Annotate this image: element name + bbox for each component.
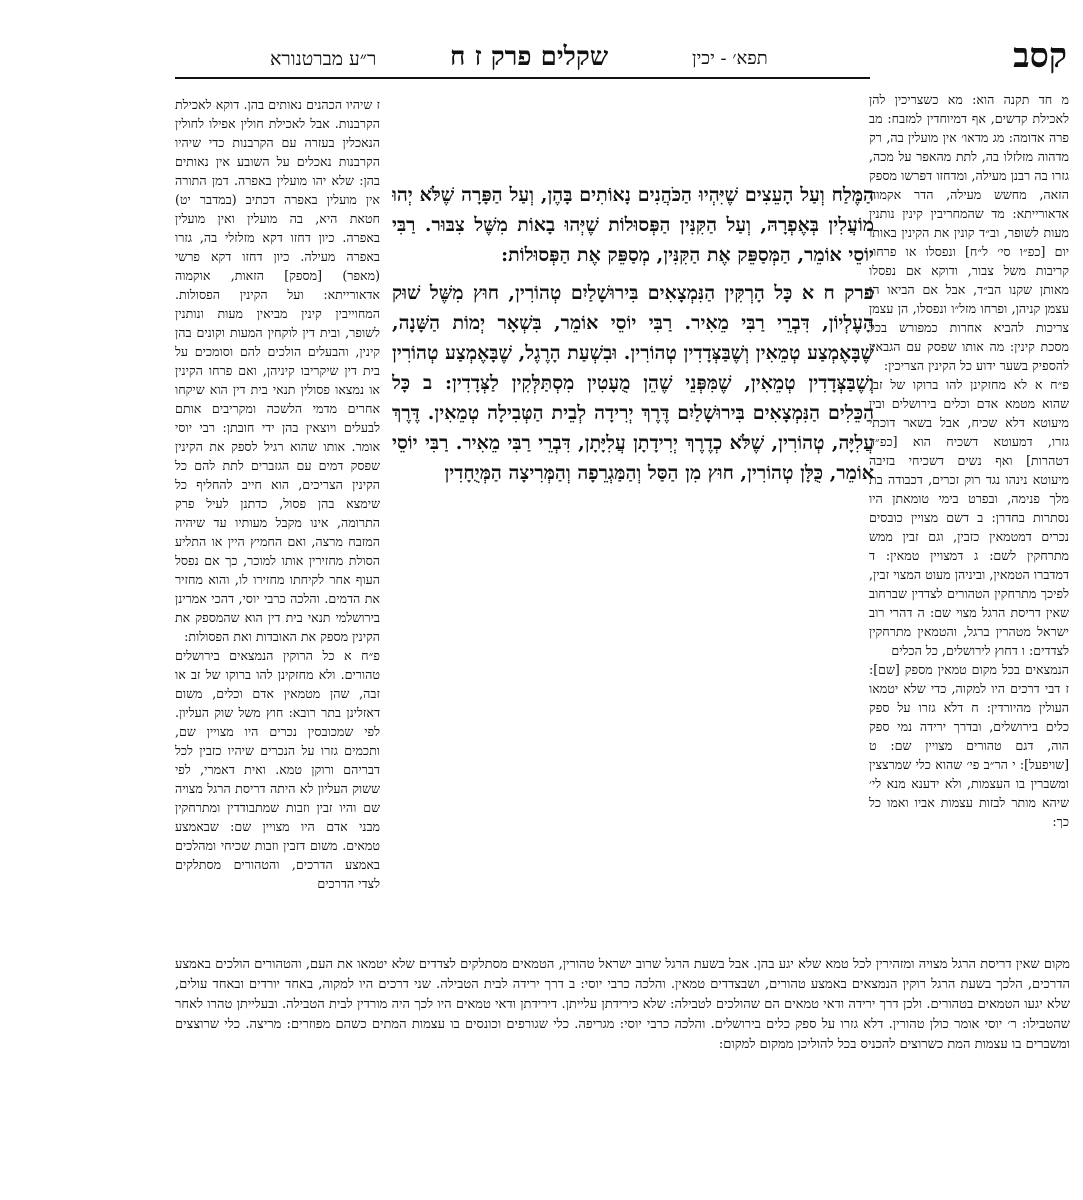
commentary-block: מ חד תקנה הוא: מא כשצריכין להן לאכילת קדשים, אף דמיוחדין למזבח: מב פרה אדומה: מג מדאו׳ אין מועלין בה, רק מדהוה מזלזלו בה, לתת מהאפר על מכה, גזרו בה רבנן מעילה, ומדחזו דפרשו מספק הזאה, מחשש מעילה, הדר אקמוה אדאורייתא: מד שהמחריבין קינין נותנין מעות לשופר, וב״ד קונין את הקינין באותו יום [כפ״ו סי׳ ל״ח] ונפסלו או פרחו, קריבות משל צבור, ודוקא אם נפסלו מאותן שקנו הב״ד, אבל אם הביאו הן עצמן קניהן, ופרחו מזל״ו ונפסלו, הן עצמן צריכות להביא אחרות כמפורש בכל מסכת קינין: מה אותו שפסק עם הגבאין להספיק בשער ידוע כל הקינין הצריכין: (869, 92, 1069, 373)
commentary-block: פ״ח א לא מחזקינן להו ברוקו של זב, שהוא מטמא אדם וכלים בירושלים ובין מיעוטא דלא שכיח, אבל בשאר דוכתי גזרו, דמעוטא דשכיח הוא [כפ״ד דטהרות] ואף נשים דשכיחי בזיבה מיעוטא נינהו נגד רוק זכרים, דכבודה בת מלך פנימה, ובפרט בימי טומאתן היו נסתרות בחדרן: ב דשם מצויין כובסים נכרים דמטמאין כזבין, וגם זבין ממש מתרחקין לשם: ג דמצויין טמאין: ד דמדברו הטמאין, וביניהן מעוט המצוי זבין, לפיכך מתרחקין הטהורים לצדדין שברחוב שאין דריסת הרגל מצוי שם: ה דהרי רוב ישראל מטהרין ברגל, והטמאין מתרחקין לצדדים: ו דחוץ לירושלים, כל הכלים (869, 377, 1069, 658)
page-number: קסב (1013, 36, 1067, 76)
running-header (0, 36, 1083, 80)
paging-note: תפא׳ - יכין (692, 48, 768, 69)
mishnah-passage: הַמֶּלַח וְעַל הָעֵצִים שֶׁיִּהְיוּ הַכֹּהֲנִים נָאוֹתִים בָּהֶן, וְעַל הַפָּרָה שֶׁלֹּא יְהוּ מוֹעֲלִין בְּאֶפְרָהּ, וְעַל הַקִּנִּין הַפְּסוּלוֹת שֶׁיְּהוּ בָאוֹת מִשֶּׁל צִבּוּר. רַבִּי יוֹסֵי אוֹמֵר, הַמְּסַפֵּק אֶת הַקִּנִּין, מְסַפֵּק אֶת הַפְּסוּלוֹת: (392, 184, 874, 266)
mishnah-text (392, 180, 874, 488)
mishnah-passage: פרק ח א כָּל הָרְקִּין הַנִּמְצָאִים בִּירוּשָׁלַיִם טְהוֹרִין, חוּץ מִשֶּׁל שׁוּק הָעֶלְיוֹן, דִּבְרֵי רַבִּי מֵאִיר. רַבִּי יוֹסֵי אוֹמֵר, בִּשְׁאָר יְמוֹת הַשָּׁנָה, שֶׁבָּאֶמְצַע טְמֵאִין וְשֶׁבַּצְּדָדִין טְהוֹרִין. וּבִשְׁעַת הָרֶגֶל, שֶׁבָּאֶמְצַע טְהוֹרִין וְשֶׁבַּצְּדָדִין טְמֵאִין, שֶׁמִּפְּנֵי שֶׁהֵן מֻעָטִין מִסְתַּלְּקִין לַצְּדָדִין: ב כָּל הַכֵּלִים הַנִּמְצָאִים בִּירוּשָׁלַיִם דֶּרֶךְ יְרִידָה לְבֵית הַטְּבִילָה טְמֵאִין. דֶּרֶךְ עֲלִיָּה, טְהוֹרִין, שֶׁלֹּא כְדֶרֶךְ יְרִידָתָן עֲלִיָּתָן, דִּבְרֵי רַבִּי מֵאִיר. רַבִּי יוֹסֵי אוֹמֵר, כֻּלָּן טְהוֹרִין, חוּץ מִן הַסַּל וְהַמַּגְרֵפָה וְהַמְּרִיצָה הַמְּיֻחָדִין (392, 282, 874, 484)
chapter-title: שקלים פרק ז ח (450, 42, 609, 72)
tiferet-yisrael-column (869, 90, 1069, 831)
bartenura-column (175, 95, 380, 893)
commentator-label: ר״ע מברטנורא (270, 48, 377, 70)
commentary-block: פ״ח א כל הרוקין הנמצאים בירושלים טהורים. ולא מחזקינן להו ברוקו של זב או זבה, שהן מטמאין אדם וכלים, משום דאזלינן בתר רובא: חוץ משל שוק העליון. לפי שמכובסין נכרים היו מצויין שם, ותכמים גזרו על הנכרים שיהיו כזבין לכל דבריהם ורוקן טמא. ואית דאמרי, לפי ששוק העליון לא היתה דריסת הרגל מצויה שם והיו זבין וזבות שמתבודדין ומתרחקין מבני אדם היו מצויין שם: שבאמצע טמאים. משום דזבין וזבות שכיחי ומהלכים באמצע הדרכים, והטהורים מסתלקים לצדי הדרכים (175, 648, 380, 891)
commentary-block: מקום שאין דריסת הרגל מצויה ומזהירין לכל טמא שלא יגע בהן. אבל בשעת הרגל שרוב ישראל טהורין, הטמאים מסתלקים לצדדים שלא יטמאו את העם, והטהורים הולכים באמצע הדרכים, הלכך בשעת הרגל רוקין הנמצאים באמצע טהורים, ושבצדדים טמאין. והלכה כרבי יוסי: ב דרך ירידה לבית הטבילה. שני דרכים היו למקוה, באחד יורדים ובאחד עולים, שלא יגעו הטמאים בטהורים. ולכן דרך ירידה ודאי טמאים הם שהולכים לטבילה: שלא כירידתן עלייתן. דירידתן ודאי טמאים היו לכך היה מורדין לבית הטבילה. ובעלייתן טהרו לאחר שהטבילו: ר׳ יוסי אומר כולן טהורין. דלא גזרו על ספק כלים בירושלים. והלכה כרבי יוסי: מגריפה. כלי שגורפים וכונסים בו עצמות המתים כשהם מפוזרים: מריצה. כלי שרוצצים ומשברים בו עצמות המת כשרוצים להכניס בכל להוליכן ממקום למקום: (175, 957, 1070, 1052)
header-rule (175, 77, 870, 79)
commentary-block: ז שיהיו הכהנים נאותים בהן. דוקא לאכילת הקרבנות. אבל לאכילת חולין אפילו לחולין הנאכלין בעזרה עם הקרבנות כדי שיהיו הקרבנות נאכלים על השובע אין נאותים בהן: שלא יהו מועלין באפרה. דמן התורה אין מועלין באפרה דכתיב (במדבר יט) חטאת היא, בה מועלין ואין מועלין באפרה. כיון דחזו דקא מזלזלי בה, גזרו באפרה מעילה. כיון דחזו דקא פרשי (מאפר) [מספק] הזאות, אוקמוה אדאורייתא: ועל הקינין הפסולות. המחוייבין קינין מביאין מעות ונותנין לשופר, ובית דין לוקחין המעות וקונים בהן קינין, והבעלים הולכים להם וסומכים על בית דין שיקריבו קיניהן, ואם פרחו הקינין או נמצאו פסולין תנאי בית דין הוא שיקחו אחרים מדמי הלשכה ומקריבים אותם לבעלים ויוצאין בהן ידי חובתן: רבי יוסי אומר. אותו שהוא רגיל לספק את הקינין שפסק דמים עם הגזברים לתת להם כל הקינין הצריכים, הוא חייב להחליף כל שימצא בהן פסול, כדתנן לעיל פרק התרומה, אינו מקבל מעותיו עד שיהיה המזבח מרצה, ואם החמיץ היין או התליע הסולת מחזירין אותו למוכר, כך אם נפסל העוף אחר לקיחתו מחזירו לו, והוא מחזיר את הדמים. והלכה כרבי יוסי, דהכי אמרינן בירושלמי תנאי בית דין הוא שהמספק את הקינין מספק את האובדות ואת הפסולות: (175, 97, 380, 644)
commentary-block: הנמצאים בכל מקום טמאין מספק [שם]: ז דבי דרכים היו למקוה, כדי שלא יטמאו העולין מהיורדין: ח דלא גזרו על ספק כלים בירושלים, ובדרך ירידה נמי ספק הוה, דגם טהורים מצויין שם: ט [שויפעל]: י הר״ב פי׳ שהוא כלי שמרצצין ומשברין בו העצמות, ולא ידענא מנא לי׳ שיהא מותר לבזות עצמות אביו ואמו כל כך: (869, 662, 1069, 829)
bartenura-continuation (175, 955, 1070, 1055)
